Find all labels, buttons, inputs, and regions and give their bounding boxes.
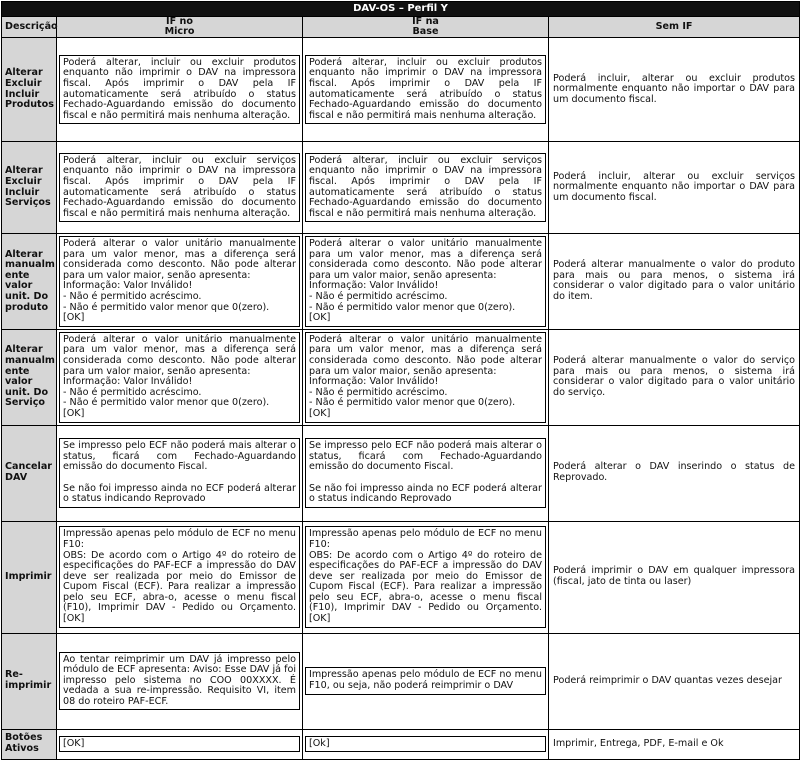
cell-if-micro xyxy=(57,234,303,330)
header-if-micro xyxy=(57,17,303,38)
cell-if-base xyxy=(303,425,549,521)
cell-text: Impressão apenas pelo módulo de ECF no menu F10, ou seja, não poderá reimprimir o DAV xyxy=(305,667,546,694)
table-row xyxy=(2,329,800,425)
row-label-text: Cancelar DAV xyxy=(5,461,53,483)
cell-if-micro xyxy=(57,521,303,633)
table-row xyxy=(2,633,800,729)
cell-text: Poderá imprimir o DAV em qualquer impressora (fiscal, jato de tinta ou laser) xyxy=(553,565,796,587)
row-label-text: Botões Ativos xyxy=(5,732,43,754)
row-label-text: Alterar manualm ente valor unit. Do Serviço xyxy=(5,344,55,409)
cell-text: Poderá alterar manualmente o valor do produto para mais ou para menos, o sistema irá considerar o valor digitado para o valor unitário do item. xyxy=(553,259,796,302)
cell-text: Poderá incluir, alterar ou excluir serviços normalmente enquanto não importar o DAV para um documento fiscal. xyxy=(553,170,796,203)
cell-text: Impressão apenas pelo módulo de ECF no menu F10: OBS: De acordo com o Artigo 4º do roteiro de especificações do PAF-ECF a impressão do DAV deve ser realizada por meio do Emissor de Cupom Fiscal (ECF). Para realizar a impressão pelo seu ECF, abra-o, acesse o menu fiscal (F10), Imprimir DAV - Pedido ou Orçamento. [OK] xyxy=(59,526,300,627)
row-label-text: Alterar Excluir Incluir Serviços xyxy=(5,165,51,209)
cell-if-base xyxy=(303,38,549,142)
cell-text: Ao tentar reimprimir um DAV já impresso pelo módulo de ECF apresenta: Aviso: Esse DAV já foi impresso pelo sistema no COO 00XXXX. É vedada a sua re-impressão. Requisito VI, item 08 do roteiro PAF-ECF. xyxy=(59,652,300,711)
cell-sem-if xyxy=(549,234,800,330)
header-if-base-line1: IF na xyxy=(412,16,439,27)
cell-text: Poderá alterar o valor unitário manualmente para um valor menor, mas a diferença será considerada como desconto. Não pode alterar para um valor maior, senão apresenta: Informação: Valor Inválido! - Não é permitido acréscimo. - Não é permitido valor menor que 0(zero). [OK] xyxy=(59,332,300,423)
header-if-micro-line2: Micro xyxy=(164,26,195,37)
cell-if-base xyxy=(303,329,549,425)
cell-if-micro xyxy=(57,329,303,425)
cell-text: Poderá alterar, incluir ou excluir serviços enquanto não imprimir o DAV na impressora fiscal. Após imprimir o DAV pela IF automaticamente será atribuído o status Fechado-Aguardando emissão do documento fiscal e não permitirá mais nenhuma alteração. xyxy=(305,153,546,223)
dav-os-table xyxy=(1,1,800,760)
row-label xyxy=(2,521,57,633)
cell-text: Impressão apenas pelo módulo de ECF no menu F10: OBS: De acordo com o Artigo 4º do roteiro de especificações do PAF-ECF a impressão do DAV deve ser realizada por meio do Emissor de Cupom Fiscal (ECF). Para realizar a impressão pelo seu ECF, abra-o, acesse o menu fiscal (F10), Imprimir DAV - Pedido ou Orçamento. [OK] xyxy=(305,526,546,627)
table-row xyxy=(2,729,800,759)
row-label xyxy=(2,425,57,521)
cell-sem-if xyxy=(549,425,800,521)
cell-text: Poderá incluir, alterar ou excluir produtos normalmente enquanto não importar o DAV para um documento fiscal. xyxy=(553,72,796,105)
header-sem-if: Sem IF xyxy=(549,17,800,38)
table-row xyxy=(2,521,800,633)
header-if-base xyxy=(303,17,549,38)
cell-text: Poderá alterar o valor unitário manualmente para um valor menor, mas a diferença será considerada como desconto. Não pode alterar para um valor maior, senão apresenta: Informação: Valor Inválido! - Não é permitido acréscimo. - Não é permitido valor menor que 0(zero). [OK] xyxy=(305,236,546,327)
row-label-text: Re- imprimir xyxy=(5,669,52,691)
cell-if-micro xyxy=(57,633,303,729)
row-label xyxy=(2,142,57,234)
cell-text: [Ok] xyxy=(305,736,546,753)
cell-if-base xyxy=(303,234,549,330)
cell-text: Poderá alterar o DAV inserindo o status de Reprovado. xyxy=(553,461,796,483)
table-row xyxy=(2,425,800,521)
cell-text: Se impresso pelo ECF não poderá mais alterar o status, ficará com Fechado-Aguardando emissão do documento Fiscal. Se não foi impresso ainda no ECF poderá alterar o status indicando Reprovado xyxy=(59,438,300,508)
cell-if-base xyxy=(303,633,549,729)
cell-text: Poderá alterar manualmente o valor do serviço para mais ou para menos, o sistema irá considerar o valor digitado para o valor unitário do serviço. xyxy=(553,354,796,398)
header-if-micro-line1: IF no xyxy=(166,16,193,27)
cell-text: Imprimir, Entrega, PDF, E-mail e Ok xyxy=(553,737,724,749)
cell-if-micro xyxy=(57,425,303,521)
row-label xyxy=(2,329,57,425)
table-row xyxy=(2,234,800,330)
cell-text: Poderá alterar, incluir ou excluir produtos enquanto não imprimir o DAV na impressora fiscal. Após imprimir o DAV pela IF automaticamente será atribuído o status Fechado-Aguardando emissão do documento fiscal e não permitirá mais nenhuma alteração. xyxy=(59,55,300,125)
row-label xyxy=(2,729,57,759)
cell-sem-if xyxy=(549,142,800,234)
cell-text: Poderá alterar, incluir ou excluir serviços enquanto não imprimir o DAV na impressora fiscal. Após imprimir o DAV pela IF automaticamente será atribuído o status Fechado-Aguardando emissão do documento fiscal e não permitirá mais nenhuma alteração. xyxy=(59,153,300,223)
cell-if-micro xyxy=(57,142,303,234)
cell-sem-if xyxy=(549,521,800,633)
cell-sem-if xyxy=(549,633,800,729)
row-label xyxy=(2,38,57,142)
cell-if-base xyxy=(303,729,549,759)
header-if-base-line2: Base xyxy=(412,26,439,37)
row-label-text: Imprimir xyxy=(5,570,52,582)
table-row xyxy=(2,38,800,142)
header-descricao: Descrição xyxy=(2,17,57,38)
cell-text: Poderá alterar o valor unitário manualmente para um valor menor, mas a diferença será considerada como desconto. Não pode alterar para um valor maior, senão apresenta: Informação: Valor Inválido! - Não é permitido acréscimo. - Não é permitido valor menor que 0(zero). [OK] xyxy=(59,236,300,327)
cell-text: [OK] xyxy=(59,736,300,753)
cell-if-micro xyxy=(57,729,303,759)
table-title: DAV-OS – Perfil Y xyxy=(2,2,800,17)
cell-sem-if xyxy=(549,729,800,759)
cell-text: Poderá alterar, incluir ou excluir produtos enquanto não imprimir o DAV na impressora fiscal. Após imprimir o DAV pela IF automaticamente será atribuído o status Fechado-Aguardando emissão do documento fiscal e não permitirá mais nenhuma alteração. xyxy=(305,55,546,125)
cell-if-base xyxy=(303,521,549,633)
cell-text: Se impresso pelo ECF não poderá mais alterar o status, ficará com Fechado-Aguardando emissão do documento Fiscal. Se não foi impresso ainda no ECF poderá alterar o status indicando Reprovado xyxy=(305,438,546,508)
cell-sem-if xyxy=(549,329,800,425)
row-label xyxy=(2,234,57,330)
cell-if-base xyxy=(303,142,549,234)
row-label xyxy=(2,633,57,729)
cell-text: Poderá alterar o valor unitário manualmente para um valor menor, mas a diferença será considerada como desconto. Não pode alterar para um valor maior, senão apresenta: Informação: Valor Inválido! - Não é permitido acréscimo. - Não é permitido valor menor que 0(zero). [OK] xyxy=(305,332,546,423)
cell-text: Poderá reimprimir o DAV quantas vezes desejar xyxy=(553,674,782,686)
row-label-text: Alterar manualm ente valor unit. Do produto xyxy=(5,248,55,313)
row-label-text: Alterar Excluir Incluir Produtos xyxy=(5,67,54,111)
cell-if-micro xyxy=(57,38,303,142)
table-row xyxy=(2,142,800,234)
cell-sem-if xyxy=(549,38,800,142)
